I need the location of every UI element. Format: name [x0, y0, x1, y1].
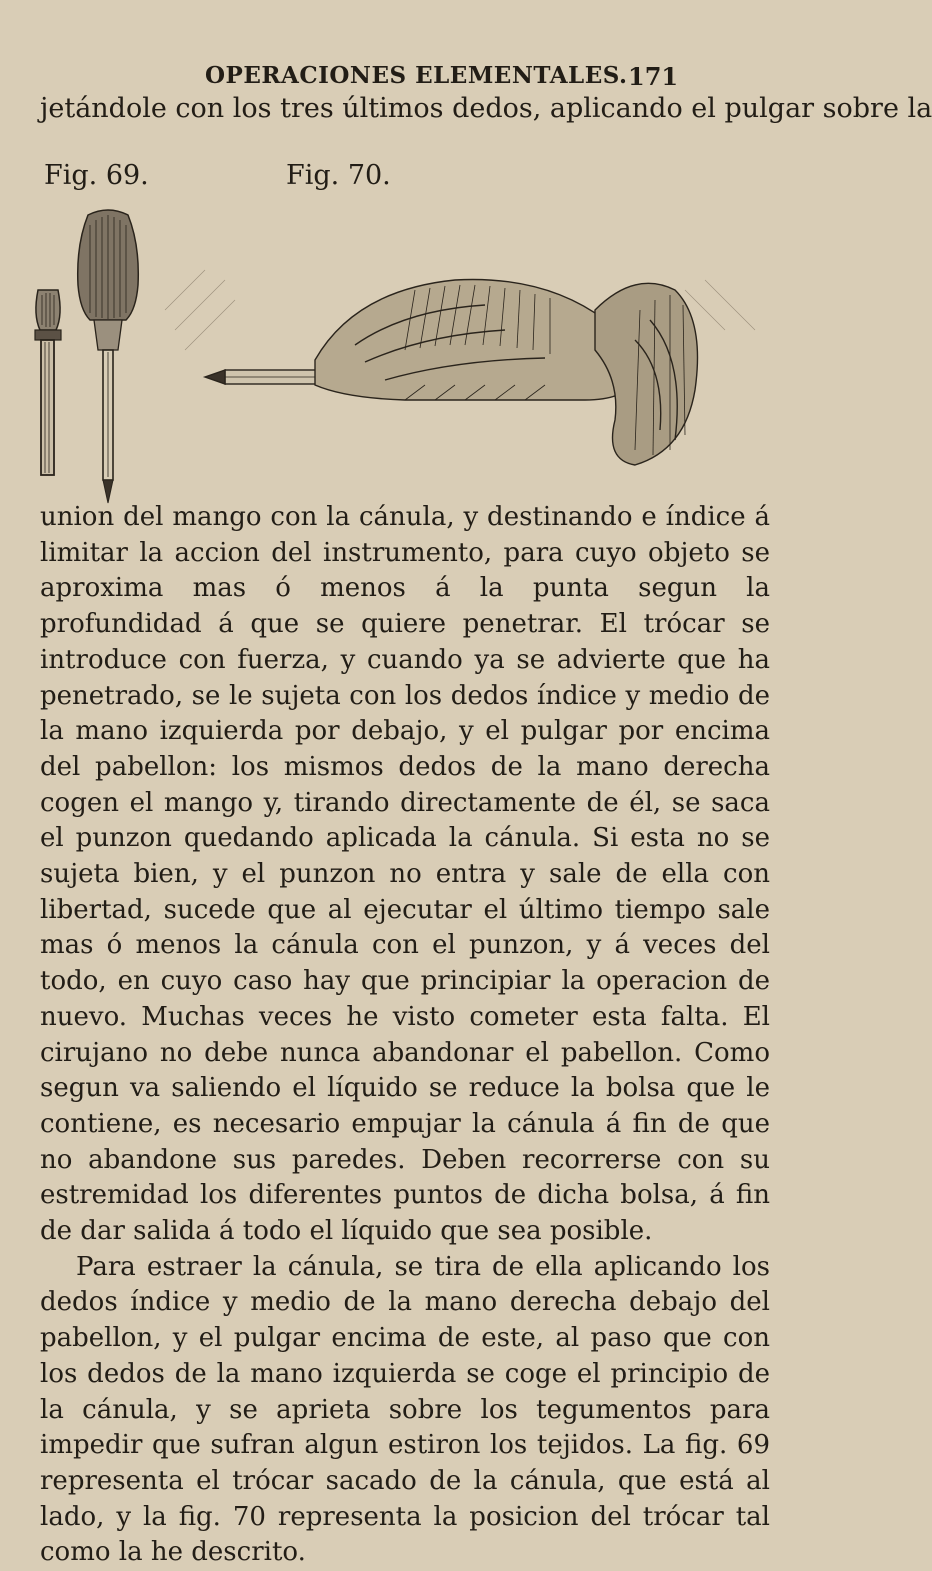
body-text: [40, 500, 770, 1571]
running-title: OPERACIONES ELEMENTALES.: [205, 62, 628, 89]
paragraph-1: union del mango con la cánula, y destinando e índice á limitar la accion del instrumento, para cuyo objeto se aproxima mas ó menos á la punta segun la profundidad á que se quiere penetrar. El trócar se introduce con fuerza, y cuando ya se advierte que ha penetrado, se le sujeta con los dedos índice y medio de la mano izquierda por debajo, y el pulgar por encima del pabellon: los mismos dedos de la mano derecha cogen el mango y, tirando directamente de él, se saca el punzon quedando aplicada la cánula. Si esta no se sujeta bien, y el punzon no entra y sale de ella con libertad, sucede que al ejecutar el último tiempo sale mas ó menos la cánula con el punzon, y á veces del todo, en cuyo caso hay que principiar la operacion de nuevo. Muchas veces he visto cometer esta falta. El cirujano no debe nunca abandonar el pabellon. Como segun va saliendo el líquido se reduce la bolsa que le contiene, es necesario empujar la cánula á fin de que no abandone sus paredes. Deben recorrerse con su estremidad los diferentes puntos de dicha bolsa, á fin de dar salida á todo el líquido que sea posible.: [40, 502, 770, 1247]
paragraph-2: Para estraer la cánula, se tira de ella aplicando los dedos índice y medio de la mano derecha debajo del pabellon, y el pulgar encima de este, al paso que con los dedos de la mano izquierda se coge el principio de la cánula, y se aprieta sobre los tegumentos para impedir que sufran algun estiron los tejidos. La fig. 69 representa el trócar sacado de la cánula, que está al lado, y la fig. 70 representa la posicion del trócar tal como la he descrito.: [40, 1251, 770, 1568]
continuation-line: jetándole con los tres últimos dedos, aplicando el pulgar sobre la: [40, 93, 932, 124]
page-header: [0, 62, 800, 96]
figure-70-label: Fig. 70.: [286, 160, 391, 191]
figure-69-label: Fig. 69.: [44, 160, 149, 191]
page-number: 171: [628, 62, 679, 91]
hand-holding-trocar-icon: [165, 250, 775, 485]
trocar-instrument-icon: [28, 205, 153, 510]
